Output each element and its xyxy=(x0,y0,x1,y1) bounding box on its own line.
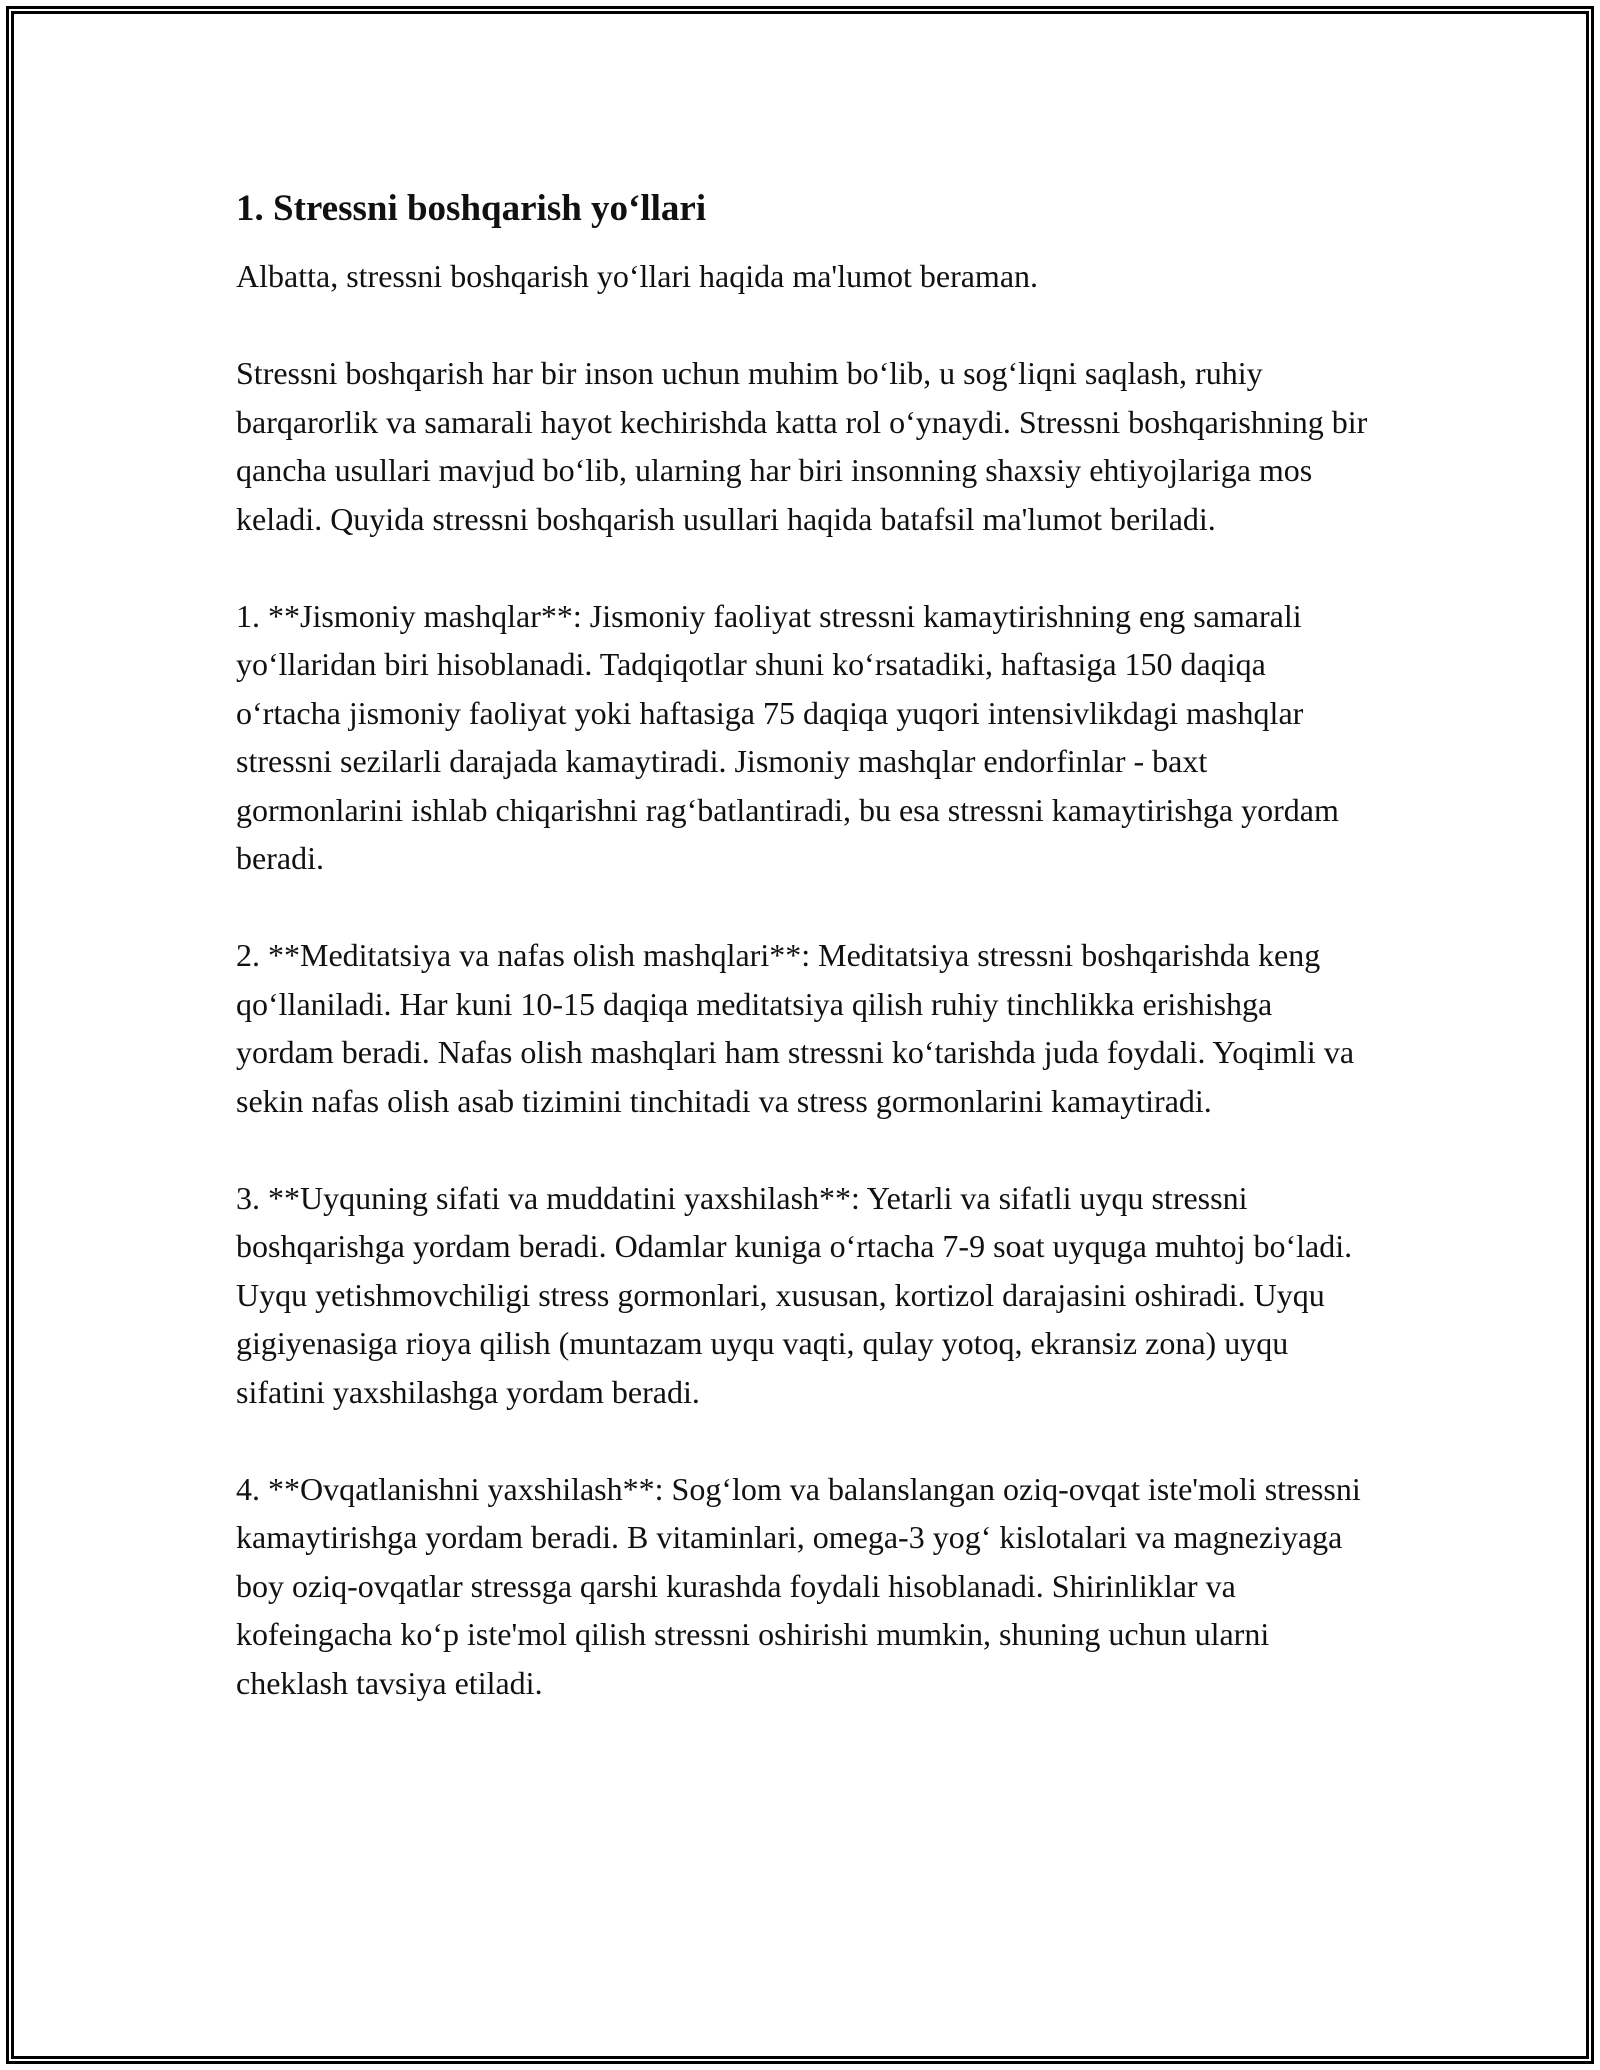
list-item-nutrition: 4. **Ovqatlanishni yaxshilash**: Sogʻlom va balanslangan oziq-ovqat iste'moli stressni kamaytirishga yordam beradi. B vitaminlari, omega-3 yogʻ kislotalari va magneziyaga boy oziq-ovqatlar stressga qarshi kurashda foydali hisoblanadi. Shirinliklar va kofeingacha koʻp iste'mol qilish stressni oshirishi mumkin, shuning uchun ularni cheklash tavsiya etiladi. xyxy=(236,1470,1361,1701)
list-item-meditation: 2. **Meditatsiya va nafas olish mashqlari**: Meditatsiya stressni boshqarishda keng qoʻllaniladi. Har kuni 10-15 daqiqa meditatsiya qilish ruhiy tinchlikka erishishga yordam beradi. Nafas olish mashqlari ham stressni koʻtarishda juda foydali. Yoqimli va sekin nafas olish asab tizimini tinchitadi va stress gormonlarini kamaytiradi. xyxy=(236,937,1355,1119)
list-item-physical-exercise: 1. **Jismoniy mashqlar**: Jismoniy faoliyat stressni kamaytirishning eng samarali yoʻllaridan biri hisoblanadi. Tadqiqotlar shuni koʻrsatadiki, haftasiga 150 daqiqa oʻrtacha jismoniy faoliyat yoki haftasiga 75 daqiqa yuqori intensivlikdagi mashqlar stressni sezilarli darajada kamaytiradi. Jismoniy mashqlar endorfinlar - baxt gormonlarini ishlab chiqarishni ragʻbatlantiradi, bu esa stressni kamaytirishga yordam beradi. xyxy=(236,597,1339,876)
document-body xyxy=(236,186,1376,1756)
list-item-sleep: 3. **Uyquning sifati va muddatini yaxshilash**: Yetarli va sifatli uyqu stressni boshqarishga yordam beradi. Odamlar kuniga oʻrtacha 7-9 soat uyquga muhtoj boʻladi. Uyqu yetishmovchiligi stress gormonlari, xususan, kortizol darajasini oshiradi. Uyqu gigiyenasiga rioya qilish (muntazam uyqu vaqti, qulay yotoq, ekransiz zona) uyqu sifatini yaxshilashga yordam beradi. xyxy=(236,1179,1353,1410)
overview-paragraph: Stressni boshqarish har bir inson uchun muhim boʻlib, u sogʻliqni saqlash, ruhiy barqarorlik va samarali hayot kechirishda katta rol oʻynaydi. Stressni boshqarishning bir qancha usullari mavjud boʻlib, ularning har biri insonning shaxsiy ehtiyojlariga mos keladi. Quyida stressni boshqarish usullari haqida batafsil ma'lumot beriladi. xyxy=(236,355,1368,537)
document-title: 1. Stressni boshqarish yoʻllari xyxy=(236,188,707,229)
intro-paragraph: Albatta, stressni boshqarish yoʻllari haqida ma'lumot beraman. xyxy=(236,258,1039,294)
